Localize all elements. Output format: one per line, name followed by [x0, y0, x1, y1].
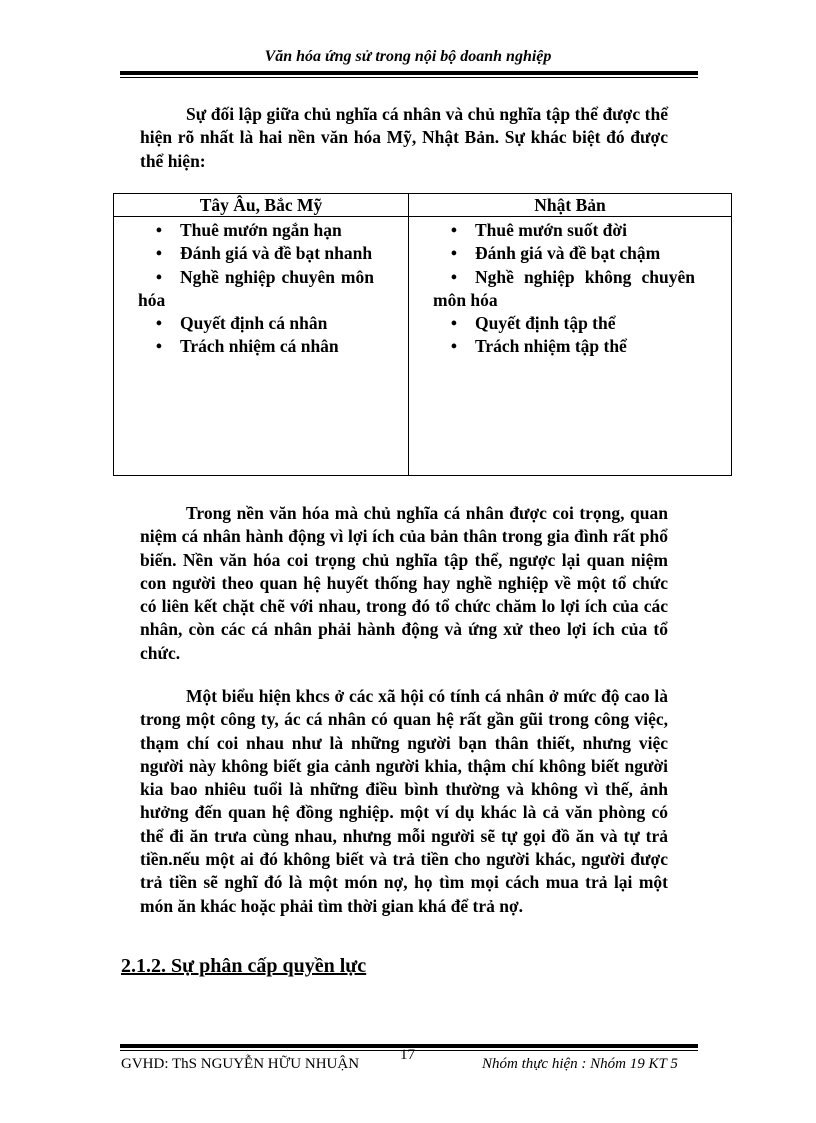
- list-item-text: Nghề nghiệp không chuyên môn hóa: [433, 266, 695, 310]
- list-item: [433, 335, 695, 358]
- list-item-text: Đánh giá và đề bạt nhanh: [180, 243, 373, 264]
- bullet-icon: •: [450, 243, 458, 264]
- list-item-text: Quyết định cá nhân: [180, 313, 328, 334]
- page-header-title: Văn hóa ứng sử trong nội bộ doanh nghiệp: [264, 48, 552, 65]
- list-item: [138, 242, 374, 265]
- section-heading: 2.1.2. Sự phân cấp quyền lực: [121, 955, 367, 977]
- table-header-japan: Nhật Bản: [409, 194, 732, 217]
- western-traits-cell: [114, 217, 409, 476]
- bullet-icon: •: [155, 266, 163, 287]
- list-item-text: Trách nhiệm cá nhân: [180, 336, 339, 357]
- bullet-icon: •: [450, 266, 458, 287]
- paragraph-individualism-example: Một biểu hiện khcs ở các xã hội có tính cá nhân ở mức độ cao là trong một công ty, ác cá nhân có quan hệ rất gần gũi trong công việc, thạm chí coi nhau như là những người bạn thân thiết, nhưng việc người này không biết gia cảnh người khia, thậm chí không biết người kia bao nhiêu tuổi là những điều bình thường và không vì thế, ảnh hưởng đến quan hệ đồng nghiệp. một ví dụ khác là cả văn phòng có thể đi ăn trưa cùng nhau, nhưng mỗi người sẽ tự gọi đồ ăn và tự trả tiền.nếu một ai đó không biết và trả tiền cho người khác, người được trả tiền sẽ nghĩ đó là một món nợ, họ tìm mọi cách mua trả lại một món ăn khác hoặc phải tìm thời gian khá để trả nợ.: [140, 686, 668, 916]
- bullet-icon: •: [155, 336, 163, 357]
- bullet-icon: •: [450, 220, 458, 240]
- footer-group: Nhóm thực hiện : Nhóm 19 KT 5: [482, 1056, 678, 1072]
- paragraph-collectivism: Trong nền văn hóa mà chủ nghĩa cá nhân được coi trọng, quan niệm cá nhân hành động vì lợi ích của bản thân trong gia đình rất phổ biến. Nền văn hóa coi trọng chủ nghĩa tập thể, ngược lại quan niệm con người theo quan hệ huyết thống hay nghề nghiệp về một tổ chức có liên kết chặt chẽ với nhau, trong đó tổ chức chăm lo lợi ích của các nhân, còn các cá nhân phải hành động và ứng xử theo lợi ích của tổ chức.: [140, 503, 668, 663]
- bullet-icon: •: [155, 243, 163, 264]
- intro-paragraph: Sự đối lập giữa chủ nghĩa cá nhân và chủ nghĩa tập thể được thể hiện rõ nhất là hai nền văn hóa Mỹ, Nhật Bản. Sự khác biệt đó được thể hiện:: [140, 104, 668, 171]
- list-item-text: Trách nhiệm tập thể: [475, 336, 627, 357]
- list-item: [138, 335, 374, 358]
- list-item-text: Thuê mướn ngắn hạn: [180, 220, 342, 240]
- japan-traits-list: [409, 219, 731, 359]
- list-item: [433, 242, 695, 265]
- list-item: [138, 266, 374, 313]
- list-item-text: Thuê mướn suốt đời: [475, 220, 627, 240]
- list-item: [138, 312, 374, 335]
- list-item-text: Quyết định tập thể: [475, 313, 616, 334]
- list-item: [433, 266, 695, 313]
- footer-supervisor: GVHD: ThS NGUYỄN HỮU NHUẬN: [121, 1056, 360, 1072]
- list-item-text: Đánh giá và đề bạt chậm: [475, 243, 661, 264]
- bullet-icon: •: [450, 336, 458, 357]
- japan-traits-cell: [409, 217, 732, 476]
- table-header-western: Tây Âu, Bắc Mỹ: [114, 194, 409, 217]
- western-traits-list: [114, 219, 408, 359]
- comparison-table: [113, 193, 732, 476]
- bullet-icon: •: [155, 220, 163, 240]
- bullet-icon: •: [450, 313, 458, 334]
- bullet-icon: •: [155, 313, 163, 334]
- header-rule-thick: [120, 71, 698, 75]
- header-rule-thin: [120, 77, 698, 78]
- list-item: [138, 219, 374, 242]
- page-number: 17: [400, 1047, 415, 1063]
- list-item: [433, 312, 695, 335]
- list-item-text: Nghề nghiệp chuyên môn hóa: [138, 266, 374, 310]
- list-item: [433, 219, 695, 242]
